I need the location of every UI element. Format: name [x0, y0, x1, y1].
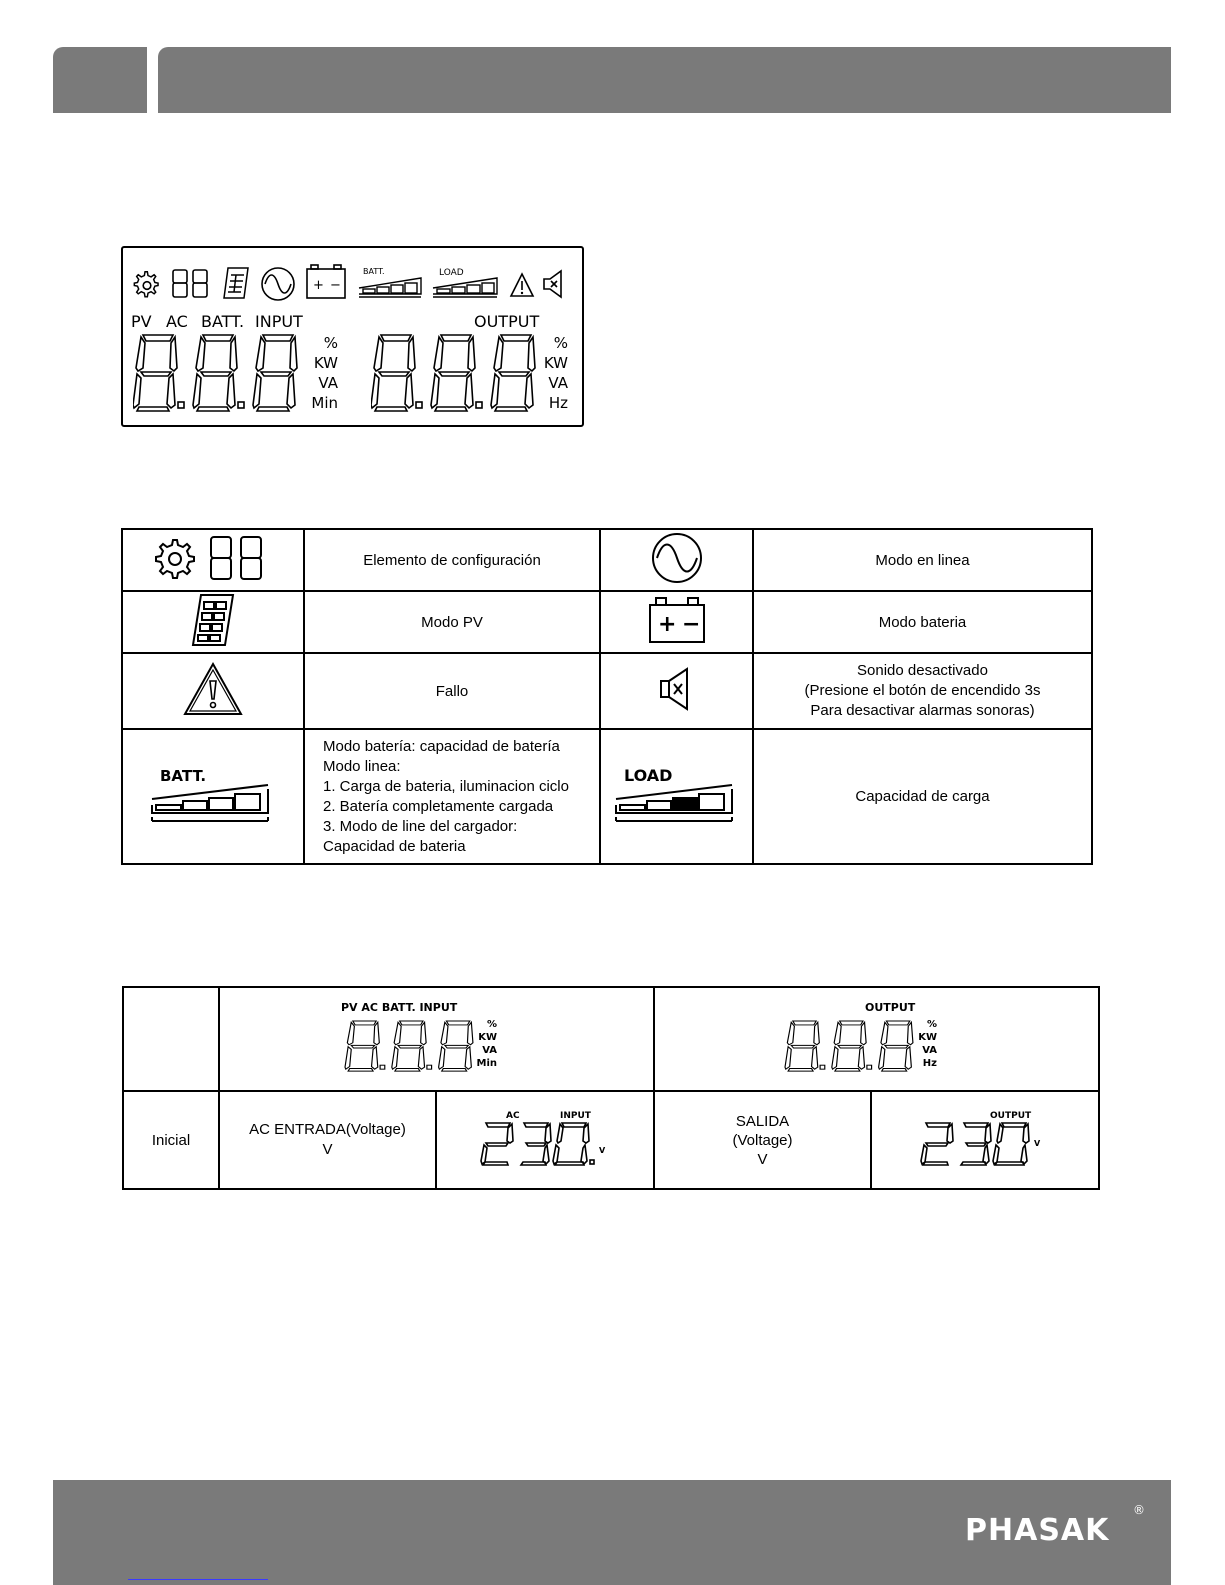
header-tab-left [53, 47, 147, 113]
lcd-unit-min: Min [311, 394, 338, 412]
svg-text:OUTPUT: OUTPUT [990, 1111, 1032, 1121]
input-display-cell [219, 987, 654, 1091]
icon-cell [600, 653, 753, 729]
table-row [122, 529, 1092, 591]
description-cell: Elemento de configuración [304, 529, 600, 591]
input-seven-segment-display [133, 332, 308, 414]
svg-text:BATT.: BATT. [160, 766, 207, 785]
svg-text:BATT.: BATT. [363, 267, 385, 276]
battery-icon [647, 595, 707, 645]
icon-cell [122, 729, 304, 864]
svg-text:−: − [330, 278, 341, 293]
table-row [122, 591, 1092, 653]
input-value-cell [436, 1091, 654, 1189]
svg-text:VA: VA [921, 1045, 937, 1056]
lcd-label-input: INPUT [255, 312, 303, 331]
table-row [123, 1091, 1099, 1189]
svg-text:INPUT: INPUT [560, 1111, 591, 1121]
output-230-display [920, 1108, 1050, 1168]
icon-cell [122, 591, 304, 653]
svg-text:KW: KW [917, 1032, 937, 1043]
warning-icon [509, 272, 535, 298]
batt-bar-icon [357, 266, 423, 300]
svg-text:AC: AC [506, 1111, 520, 1121]
lcd-label-pv: PV [131, 312, 152, 331]
header-bar [158, 47, 1171, 113]
pv-panel-icon [222, 266, 250, 300]
lcd-unit-percent: % [323, 334, 338, 352]
svg-text:OUTPUT: OUTPUT [864, 1001, 915, 1014]
svg-text:Min: Min [476, 1058, 497, 1069]
lcd-unit-kw: KW [313, 354, 338, 372]
svg-text:+: + [313, 278, 324, 293]
table-row [122, 729, 1092, 864]
icon-cell [600, 591, 753, 653]
description-cell: Modo en linea [753, 529, 1092, 591]
svg-text:V: V [1034, 1139, 1041, 1148]
lcd-label-batt: BATT. [201, 312, 245, 331]
svg-text:®: ® [1133, 1503, 1145, 1517]
mode-cell: Inicial [123, 1091, 219, 1189]
icon-cell [600, 529, 753, 591]
lcd-unit-hz-out: Hz [548, 394, 568, 412]
description-cell: Modo PV [304, 591, 600, 653]
output-desc-cell: SALIDA (Voltage) V [654, 1091, 871, 1189]
svg-text:LOAD: LOAD [439, 268, 464, 278]
lcd-unit-va: VA [318, 374, 338, 392]
lcd-unit-va-out: VA [548, 374, 568, 392]
table-row [123, 987, 1099, 1091]
load-bar-icon [431, 266, 499, 300]
phasak-logo [963, 1500, 1148, 1548]
svg-text:%: % [926, 1019, 937, 1030]
icon-cell [600, 729, 753, 864]
lcd-label-output: OUTPUT [474, 312, 540, 331]
batt-bar-icon [148, 763, 278, 827]
description-cell: Modo bateria [753, 591, 1092, 653]
lcd-label-ac: AC [166, 312, 188, 331]
svg-text:VA: VA [481, 1045, 497, 1056]
description-cell: Sonido desactivado (Presione el botón de encendido 3s Para desactivar alarmas sonoras) [753, 653, 1092, 729]
svg-text:−: − [681, 612, 700, 637]
sine-wave-icon [260, 266, 296, 302]
output-display-cell [654, 987, 1099, 1091]
setting-digits-icon [171, 268, 211, 300]
load-bar-icon [612, 763, 742, 827]
lcd-unit-percent-out: % [553, 334, 568, 352]
svg-text:PHASAK: PHASAK [965, 1513, 1110, 1548]
description-cell: Capacidad de carga [753, 729, 1092, 864]
empty-cell [123, 987, 219, 1091]
description-cell: Fallo [304, 653, 600, 729]
icon-cell [122, 529, 304, 591]
speaker-mute-icon [657, 665, 697, 713]
gear-icon [133, 270, 161, 300]
input-display-icon [337, 997, 537, 1077]
speaker-mute-icon [541, 268, 567, 300]
lcd-panel-diagram [121, 246, 584, 427]
display-mode-table [122, 986, 1100, 1190]
input-desc-cell: AC ENTRADA(Voltage) V [219, 1091, 436, 1189]
svg-text:PV AC BATT. INPUT: PV AC BATT. INPUT [340, 1001, 457, 1014]
battery-icon [304, 262, 348, 300]
sine-wave-icon [649, 530, 705, 586]
output-value-cell [871, 1091, 1099, 1189]
svg-text:+: + [657, 612, 676, 637]
description-cell: Modo batería: capacidad de batería Modo linea: 1. Carga de bateria, iluminacion ciclo 2. Batería completamente cargada 3. Modo de line del cargador: Capacidad de bateria [304, 729, 600, 864]
pv-panel-icon [191, 592, 235, 648]
lcd-unit-kw-out: KW [543, 354, 568, 372]
icon-legend-table [121, 528, 1093, 865]
svg-text:KW: KW [477, 1032, 497, 1043]
table-row [122, 653, 1092, 729]
footer-bar [53, 1480, 1171, 1585]
svg-text:V: V [599, 1146, 606, 1155]
input-230-display [480, 1108, 610, 1168]
gear-88-icon [153, 532, 273, 584]
icon-cell [122, 653, 304, 729]
svg-text:%: % [486, 1019, 497, 1030]
output-display-icon [777, 997, 977, 1077]
warning-icon [182, 661, 244, 717]
svg-text:LOAD: LOAD [623, 765, 672, 785]
footer-link-underline [128, 1579, 268, 1580]
output-seven-segment-display [371, 332, 546, 414]
svg-text:Hz: Hz [922, 1058, 937, 1069]
